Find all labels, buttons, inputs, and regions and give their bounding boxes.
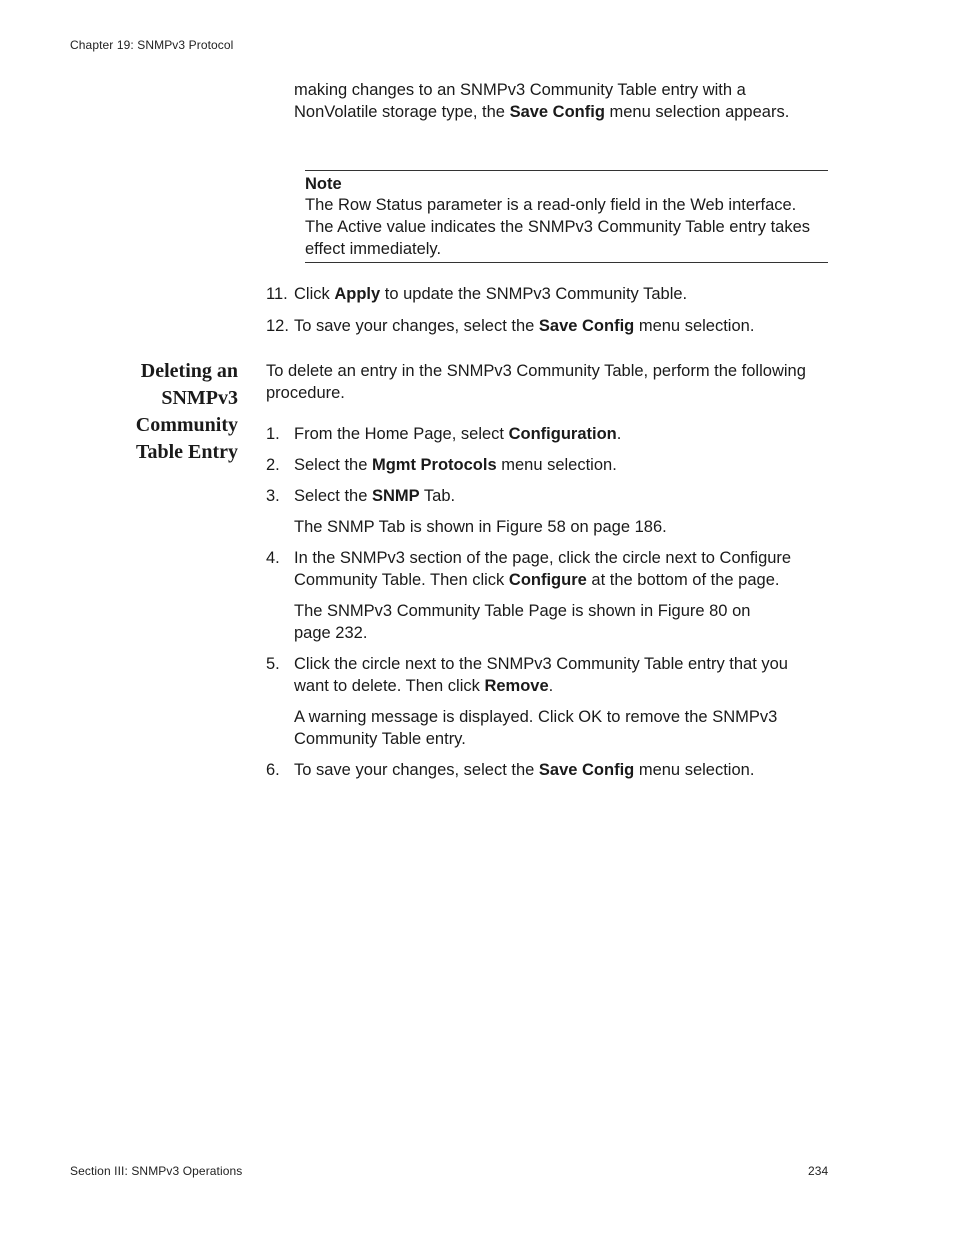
ui-term-configuration: Configuration	[508, 425, 617, 443]
heading-line: SNMPv3	[161, 387, 238, 409]
note-body: The Row Status parameter is a read-only field in the Web interface. The Active value indicates the SNMPv3 Community Table entry takes effect immediately.	[305, 196, 811, 258]
step-text: To save your changes, select the Save Config menu selection.	[294, 761, 755, 779]
step-text: Click the circle next to the SNMPv3 Community Table entry that you want to delete. Then click Remove.	[294, 655, 788, 695]
section-heading	[98, 358, 238, 466]
note-line: The SNMPv3 Community Table Page is shown in Figure 80 on	[294, 602, 751, 620]
step-number: 4.	[266, 549, 280, 567]
ui-term-snmp: SNMP	[371, 487, 420, 505]
step-number: 11.	[266, 285, 288, 303]
step-4-note	[294, 600, 829, 644]
ui-term-save-config: Save Config	[509, 103, 605, 121]
step-text: Click Apply to update the SNMPv3 Community Table.	[294, 285, 688, 303]
step-text: Select the Mgmt Protocols menu selection.	[294, 456, 617, 474]
text-run: making changes to an SNMPv3 Community Table entry with a NonVolatile storage type, the	[294, 81, 746, 121]
ui-term-configure: Configure	[508, 571, 587, 589]
step-number: 5.	[266, 655, 280, 673]
note-box	[305, 170, 828, 263]
ui-term-save-config: Save Config	[538, 317, 635, 335]
text-run: menu selection appears.	[604, 103, 790, 121]
step-number: 3.	[266, 487, 280, 505]
step-text: To save your changes, select the Save Config menu selection.	[294, 317, 755, 335]
running-footer-section: Section III: SNMPv3 Operations	[70, 1164, 243, 1178]
step-number: 1.	[266, 425, 280, 443]
step-text: Select the SNMP Tab.	[294, 487, 456, 505]
step-5-note: A warning message is displayed. Click OK to remove the SNMPv3 Community Table entry.	[294, 708, 778, 748]
step-text: In the SNMPv3 section of the page, click the circle next to Configure Community Table. Then click Configure at the bottom of the page.	[294, 549, 792, 589]
heading-line: Table Entry	[135, 441, 238, 463]
ui-term-save-config: Save Config	[538, 761, 635, 779]
heading-line: Deleting an	[140, 360, 238, 382]
page-number: 234	[808, 1164, 829, 1178]
note-line: page 232.	[294, 624, 368, 642]
ui-term-apply: Apply	[334, 285, 381, 303]
step-number: 12.	[266, 317, 289, 335]
note-title: Note	[305, 175, 342, 193]
continuation-paragraph	[294, 79, 794, 123]
step-3-note: The SNMP Tab is shown in Figure 58 on page 186.	[294, 518, 667, 536]
ui-term-mgmt-protocols: Mgmt Protocols	[371, 456, 497, 474]
section-intro: To delete an entry in the SNMPv3 Community Table, perform the following procedure.	[266, 362, 806, 402]
step-number: 6.	[266, 761, 280, 779]
running-header: Chapter 19: SNMPv3 Protocol	[70, 38, 234, 52]
step-text: From the Home Page, select Configuration.	[294, 425, 622, 443]
ui-term-remove: Remove	[484, 677, 549, 695]
step-number: 2.	[266, 456, 280, 474]
heading-line: Community	[135, 414, 238, 436]
